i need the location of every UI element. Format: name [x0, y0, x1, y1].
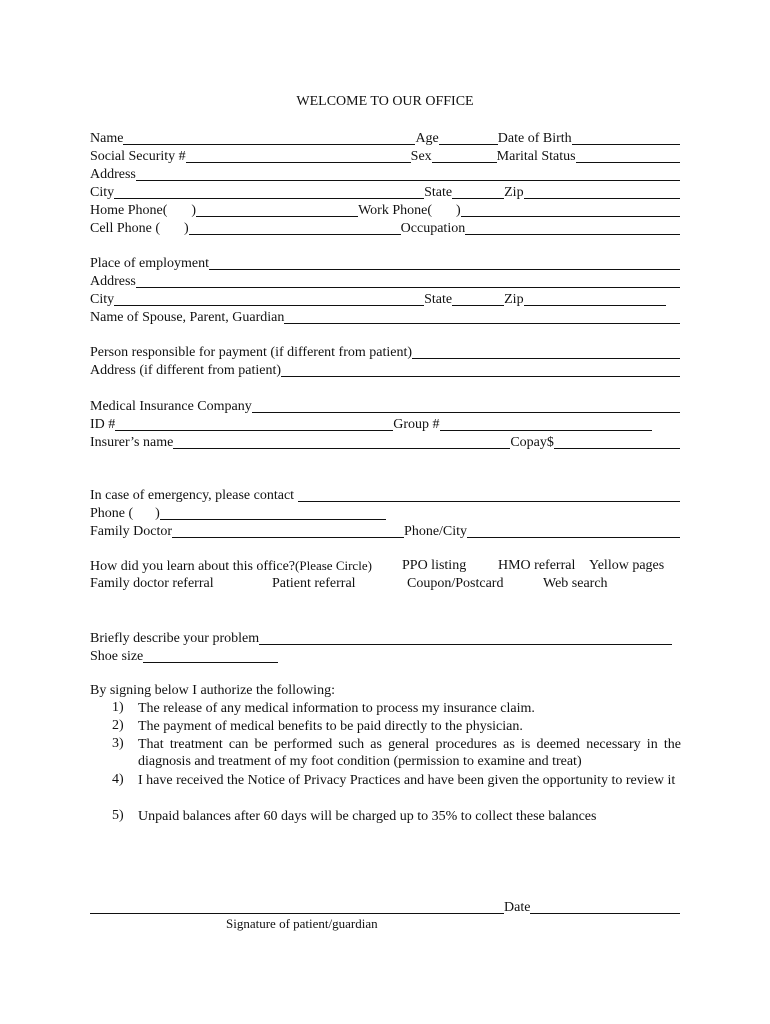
- item-text: The release of any medical information to process my insurance claim.: [138, 701, 535, 716]
- phone-city-label: Phone/City: [404, 524, 468, 539]
- employer-zip-label: Zip: [504, 292, 524, 307]
- phone-row: [90, 201, 680, 219]
- emergency-phone-label: Phone (: [90, 506, 134, 521]
- insurance-id-field[interactable]: [115, 417, 393, 431]
- emergency-phone-field[interactable]: [160, 506, 386, 520]
- authorization-item: [90, 808, 681, 826]
- signature-field[interactable]: [90, 900, 504, 914]
- referral-option-web[interactable]: Web search: [543, 576, 608, 591]
- problem-row: [90, 629, 680, 647]
- sex-field[interactable]: [432, 149, 497, 163]
- item-text: The payment of medical benefits to be paid directly to the physician.: [138, 719, 523, 734]
- insurance-company-field[interactable]: [252, 399, 680, 413]
- group-label: Group #: [393, 417, 440, 432]
- authorization-item: [90, 736, 681, 772]
- insurance-company-row: [90, 397, 680, 415]
- item-text: I have received the Notice of Privacy Practices and have been given the opportunity to review it: [138, 773, 676, 788]
- authorization-item: [90, 772, 681, 808]
- signature-caption: Signature of patient/guardian: [226, 916, 378, 931]
- shoe-field[interactable]: [143, 649, 278, 663]
- problem-field[interactable]: [259, 631, 672, 645]
- emergency-field[interactable]: [298, 488, 680, 502]
- address-field[interactable]: [136, 167, 680, 181]
- address-row: [90, 165, 680, 183]
- employer-zip-field[interactable]: [524, 292, 666, 306]
- item-number: 2): [112, 718, 124, 733]
- referral-option-yellow-pages[interactable]: Yellow pages: [589, 558, 665, 573]
- city-field[interactable]: [114, 185, 424, 199]
- insurance-id-label: ID #: [90, 417, 116, 432]
- state-label: State: [424, 185, 453, 200]
- home-phone-close-paren: ): [191, 203, 197, 218]
- ssn-field[interactable]: [186, 149, 411, 163]
- responsible-label: Person responsible for payment (if different from patient): [90, 345, 413, 360]
- employer-address-label: Address: [90, 274, 136, 289]
- occupation-label: Occupation: [400, 221, 466, 236]
- item-number: 5): [112, 808, 124, 823]
- home-phone-field[interactable]: [196, 203, 358, 217]
- marital-field[interactable]: [576, 149, 680, 163]
- item-number: 4): [112, 772, 124, 787]
- copay-label: Copay$: [510, 435, 554, 450]
- responsible-address-row: [90, 361, 680, 379]
- name-row: [90, 129, 680, 147]
- referral-option-hmo[interactable]: HMO referral: [498, 558, 576, 573]
- shoe-row: [90, 647, 680, 665]
- employer-city-row: [90, 290, 680, 308]
- emergency-phone-close-paren: ): [155, 506, 160, 521]
- problem-label: Briefly describe your problem: [90, 631, 260, 646]
- date-label: Date: [504, 900, 531, 915]
- date-field[interactable]: [530, 900, 680, 914]
- phone-city-field[interactable]: [467, 524, 680, 538]
- ssn-row: [90, 147, 680, 165]
- authorization-intro: By signing below I authorize the following:: [90, 683, 335, 698]
- age-field[interactable]: [439, 131, 498, 145]
- city-row: [90, 183, 680, 201]
- employer-state-label: State: [424, 292, 453, 307]
- spouse-row: [90, 308, 680, 326]
- employer-city-field[interactable]: [114, 292, 424, 306]
- city-label: City: [90, 185, 115, 200]
- dob-label: Date of Birth: [497, 131, 572, 146]
- responsible-field[interactable]: [412, 345, 680, 359]
- responsible-address-field[interactable]: [281, 363, 680, 377]
- name-field[interactable]: [123, 131, 415, 145]
- referral-option-coupon[interactable]: Coupon/Postcard: [407, 576, 504, 591]
- employer-row: [90, 254, 680, 272]
- insurer-field[interactable]: [173, 435, 510, 449]
- zip-field[interactable]: [524, 185, 680, 199]
- item-text: Unpaid balances after 60 days will be charged up to 35% to collect these balances: [138, 809, 597, 824]
- shoe-label: Shoe size: [90, 649, 144, 664]
- employer-label: Place of employment: [90, 256, 209, 271]
- item-number: 1): [112, 700, 124, 715]
- work-phone-field[interactable]: [461, 203, 680, 217]
- cell-phone-label: Cell Phone (: [90, 221, 160, 236]
- work-phone-close-paren: ): [455, 203, 461, 218]
- occupation-field[interactable]: [465, 221, 680, 235]
- state-field[interactable]: [452, 185, 504, 199]
- insurer-row: [90, 433, 680, 451]
- referral-option-family-doctor[interactable]: Family doctor referral: [90, 576, 214, 591]
- responsible-row: [90, 343, 680, 361]
- employer-state-field[interactable]: [452, 292, 504, 306]
- referral-question-text: How did you learn about this office?: [90, 559, 296, 574]
- family-doctor-field[interactable]: [172, 524, 404, 538]
- responsible-address-label: Address (if different from patient): [90, 363, 282, 378]
- insurer-label: Insurer’s name: [90, 435, 174, 450]
- cell-phone-field[interactable]: [189, 221, 401, 235]
- employer-address-field[interactable]: [136, 274, 680, 288]
- authorization-item: [90, 718, 681, 736]
- item-text: That treatment can be performed such as general procedures as is deemed necessary in the diagnosis and treatment of my foot condition (permission to examine and treat): [138, 737, 681, 769]
- marital-label: Marital Status: [496, 149, 576, 164]
- ssn-label: Social Security #: [90, 149, 186, 164]
- zip-label: Zip: [504, 185, 524, 200]
- spouse-label: Name of Spouse, Parent, Guardian: [90, 310, 285, 325]
- group-field[interactable]: [440, 417, 652, 431]
- spouse-field[interactable]: [284, 310, 680, 324]
- referral-circle-note: (Please Circle): [295, 558, 372, 573]
- referral-option-patient[interactable]: Patient referral: [272, 576, 356, 591]
- employer-city-label: City: [90, 292, 115, 307]
- home-phone-label: Home Phone(: [90, 203, 168, 218]
- employer-field[interactable]: [209, 256, 680, 270]
- authorization-item: [90, 700, 681, 718]
- insurance-id-row: [90, 415, 680, 433]
- age-label: Age: [415, 131, 439, 146]
- copay-field[interactable]: [554, 435, 680, 449]
- emergency-row: [90, 486, 680, 504]
- referral-question: [90, 558, 372, 575]
- sex-label: Sex: [410, 149, 432, 164]
- signature-row: [90, 898, 680, 916]
- insurance-company-label: Medical Insurance Company: [90, 399, 252, 414]
- cell-row: [90, 219, 680, 237]
- referral-option-ppo[interactable]: PPO listing: [402, 558, 467, 573]
- name-label: Name: [90, 131, 124, 146]
- dob-field[interactable]: [572, 131, 680, 145]
- employer-address-row: [90, 272, 680, 290]
- family-doctor-row: [90, 522, 680, 540]
- address-label: Address: [90, 167, 136, 182]
- work-phone-label: Work Phone(: [358, 203, 432, 218]
- cell-phone-close-paren: ): [184, 221, 189, 236]
- emergency-phone-row: [90, 504, 680, 522]
- page-title: WELCOME TO OUR OFFICE: [296, 94, 474, 109]
- item-number: 3): [112, 736, 124, 751]
- family-doctor-label: Family Doctor: [90, 524, 173, 539]
- emergency-label: In case of emergency, please contact: [90, 488, 295, 503]
